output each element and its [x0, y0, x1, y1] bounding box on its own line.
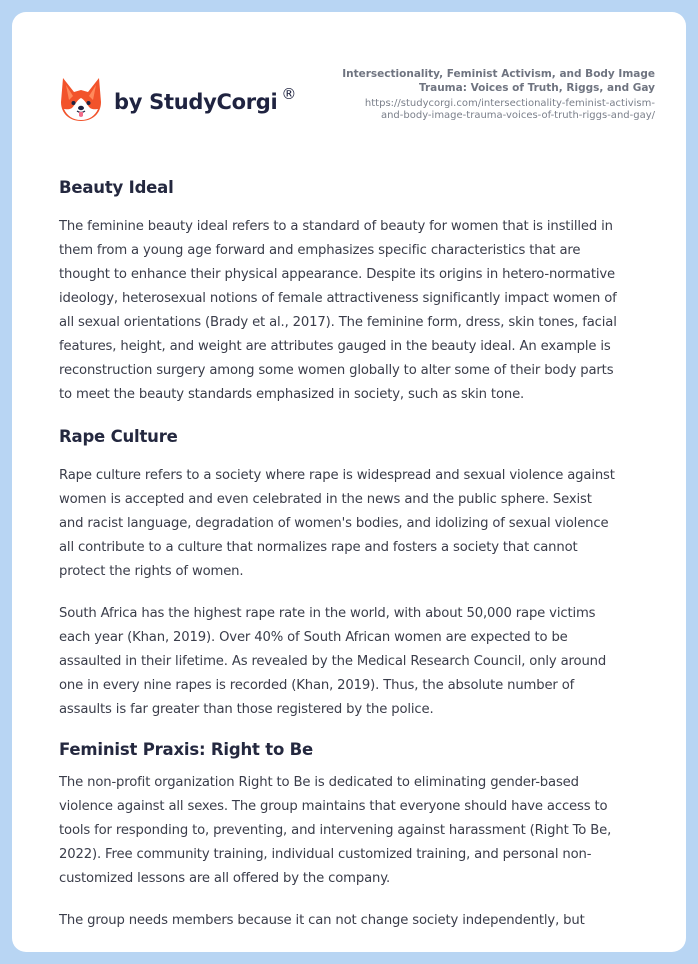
reference-block — [315, 67, 655, 122]
reference-url-line[interactable]: and-body-image-trauma-voices-of-truth-riggs-and-gay/ — [380, 110, 655, 121]
reference-title — [315, 67, 655, 95]
document-header — [12, 12, 686, 152]
registered-mark: ® — [281, 85, 297, 103]
studycorgi-logo[interactable] — [60, 76, 296, 122]
paragraph: The non-profit organization Right to Be is dedicated to eliminating gender-based violence against all sexes. The group maintains that everyone should have access to tools for responding to, preventing, and intervening against harassment (Right To Be, 2022). Free community training, individual customized training, and personal non- customized lessons are all offered by the company. — [59, 775, 612, 886]
section-heading: Beauty Ideal — [59, 178, 174, 197]
reference-title-line: Intersectionality, Feminist Activism, and Body Image — [342, 68, 655, 80]
corgi-head-icon — [60, 76, 102, 122]
paragraph: Rape culture refers to a society where rape is widespread and sexual violence against women is accepted and even celebrated in the news and the public sphere. Sexist and racist language, degradation of women's bodies, and idolizing of sexual violence all contribute to a culture that normalizes rape and fosters a society that cannot protect the rights of women. — [59, 468, 615, 579]
section-heading: Feminist Praxis: Right to Be — [59, 740, 314, 759]
reference-url[interactable] — [315, 98, 655, 122]
reference-title-line: Trauma: Voices of Truth, Riggs, and Gay — [418, 82, 655, 94]
paragraph: The group needs members because it can not change society independently, but — [59, 913, 585, 928]
document-body — [59, 178, 653, 933]
section-heading: Rape Culture — [59, 427, 178, 446]
document-card — [12, 12, 686, 952]
paragraph: South Africa has the highest rape rate in the world, with about 50,000 rape victims each year (Khan, 2019). Over 40% of South African women are expected to be assaulted in their lifetime. As revealed by the Medical Research Council, only around one in every nine rapes is recorded (Khan, 2019). Thus, the absolute number of assaults is far greater than those registered by the police. — [59, 606, 607, 717]
paragraph: The feminine beauty ideal refers to a standard of beauty for women that is instilled in them from a young age forward and emphasizes specific characteristics that are thought to enhance their physical appearance. Despite its origins in hetero-normative ideology, heterosexual notions of female attractiveness significantly impact women of all sexual orientations (Brady et al., 2017). The feminine form, dress, skin tones, facial features, height, and weight are attributes gauged in the beauty ideal. An example is reconstruction surgery among some women globally to alter some of their body parts to meet the beauty standards emphasized in society, such as skin tone. — [59, 219, 617, 402]
brand-name-text: by StudyCorgi — [114, 90, 278, 114]
reference-url-line[interactable]: https://studycorgi.com/intersectionality-feminist-activism- — [364, 98, 655, 109]
brand-name — [114, 85, 297, 114]
